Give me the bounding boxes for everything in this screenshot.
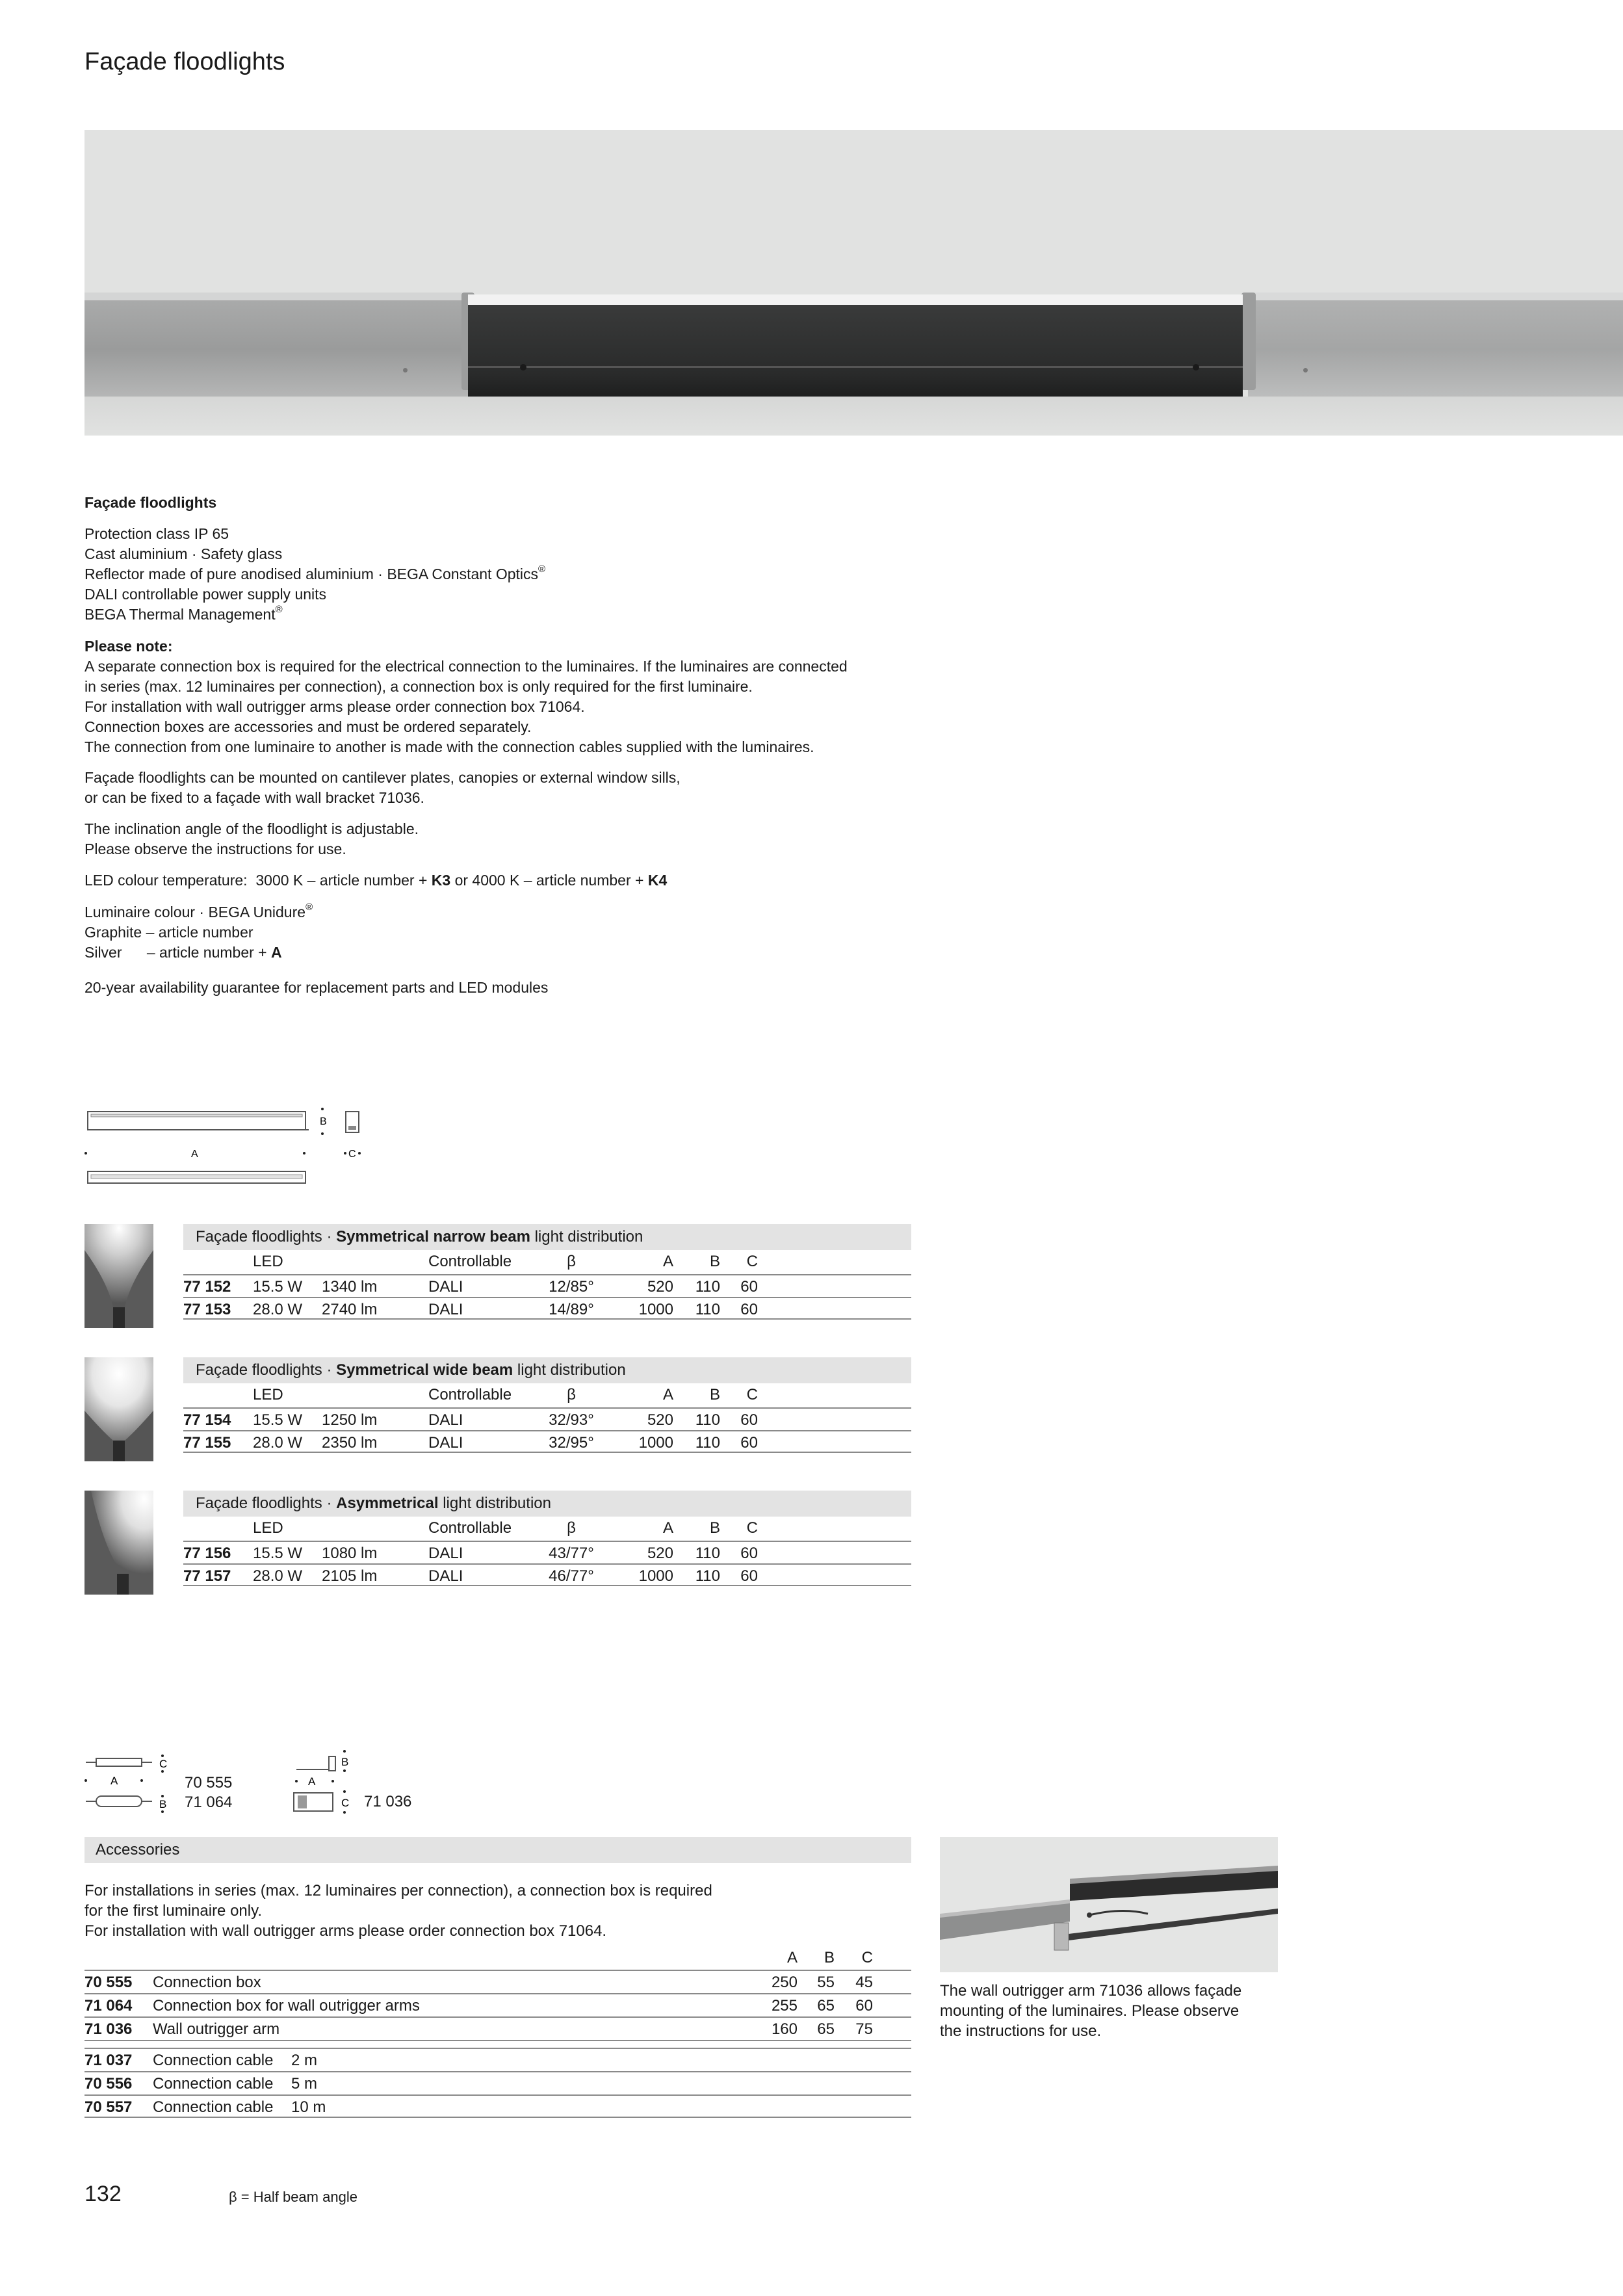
photo-caption: The wall outrigger arm 71036 allows façade mounting of the luminaires. Please observe the instructions for use. [940,1982,1242,2040]
aluminium-profile-right [1248,293,1623,397]
feature-item: Reflector made of pure anodised aluminium · BEGA Constant Optics® [84,564,546,582]
table-heading: Façade floodlights · Asymmetrical light distribution [183,1491,911,1517]
note-line: The connection from one luminaire to another is made with the connection cables supplied with the luminaires. [84,738,814,755]
table-row: 77 154 15.5 W 1250 lm DALI 32/93° 520 110 60 [183,1407,911,1430]
note-label: Please note: [84,638,173,655]
table-row: 71 037 Connection cable 2 m [84,2048,911,2071]
note-line: in series (max. 12 luminaires per connection), a connection box is only required for the first luminaire. [84,678,753,695]
accessories-table [84,1946,911,2118]
dim-b-label: B [159,1798,167,1810]
dim-b-label: B [320,1116,327,1127]
page-number: 132 [84,2182,122,2206]
registered-mark: ® [275,604,283,615]
dim-c-label: C [341,1797,350,1809]
accessories-intro: For installations in series (max. 12 luminaires per connection), a connection box is required for the first luminaire only. For installation with wall outrigger arms please order connection box 71064. [84,1882,712,1940]
floodlight-body [468,302,1243,397]
table-row: 71 064 Connection box for wall outrigger arms 255 65 60 [84,1993,911,2016]
inclination-info: The inclination angle of the floodlight is adjustable. Please observe the instructions for use. [84,820,419,857]
note-block [84,636,848,757]
section-title: Façade floodlights [84,494,217,511]
accessory-arm-code: 71 036 [364,1793,412,1810]
footnote: β = Half beam angle [229,2189,357,2205]
feature-item: Cast aluminium · Safety glass [84,545,283,562]
accessories-heading: Accessories [84,1837,911,1863]
accessory-box-codes: 70 555 71 064 [185,1774,233,1811]
dim-c-label: C [159,1758,168,1770]
mounting-info: Façade floodlights can be mounted on cantilever plates, canopies or external window sills, or can be fixed to a façade with wall bracket 71036. [84,769,681,806]
product-table-asymmetrical [183,1491,911,1586]
table-row: 71 036 Wall outrigger arm 160 65 75 [84,2016,911,2040]
dim-b-label: B [341,1756,349,1768]
note-line: Connection boxes are accessories and must be ordered separately. [84,718,532,735]
table-heading: Façade floodlights · Symmetrical narrow beam light distribution [183,1224,911,1250]
table-row: 70 555 Connection box 250 55 45 [84,1970,911,1993]
dim-a-label: A [191,1149,198,1160]
registered-mark: ® [538,564,546,575]
table-row: 77 153 28.0 W 2740 lm DALI 14/89° 1000 110 60 [183,1297,911,1320]
light-distribution-asymmetrical-icon [84,1491,153,1595]
dimension-drawing [84,1105,377,1190]
wall-outrigger-arm-drawing [290,1749,355,1816]
page-title: Façade floodlights [84,48,285,75]
note-line: For installation with wall outrigger arms please order connection box 71064. [84,698,585,715]
table-row: 70 557 Connection cable 10 m [84,2094,911,2118]
table-row: 77 155 28.0 W 2350 lm DALI 32/95° 1000 110 60 [183,1430,911,1453]
colour-temperature: LED colour temperature: 3000 K – article number + K3 or 4000 K – article number + K4 [84,872,668,889]
table-heading: Façade floodlights · Symmetrical wide beam light distribution [183,1357,911,1383]
feature-item: DALI controllable power supply units [84,586,327,603]
light-distribution-narrow-icon [84,1224,153,1328]
registered-mark: ® [305,902,313,913]
feature-item: BEGA Thermal Management® [84,604,283,623]
light-distribution-wide-icon [84,1357,153,1461]
note-line: A separate connection box is required for the electrical connection to the luminaires. If the luminaires are connected [84,658,848,675]
dim-a-label: A [110,1775,118,1787]
aluminium-profile-left [84,293,468,397]
product-table-wide-beam [183,1357,911,1453]
dim-c-label: C [348,1149,356,1160]
connection-box-drawing [83,1751,174,1816]
feature-list [84,524,545,625]
dim-a-label: A [308,1775,316,1788]
column-headers: LED Controllable β A B C [253,1386,758,1403]
table-row: 77 156 15.5 W 1080 lm DALI 43/77° 520 110 60 [183,1541,911,1563]
guarantee: 20-year availability guarantee for replacement parts and LED modules [84,979,549,996]
product-photo [84,130,1623,436]
outrigger-arm-photo [940,1837,1278,1972]
table-row: 77 152 15.5 W 1340 lm DALI 12/85° 520 110 60 [183,1274,911,1297]
table-row: 77 157 28.0 W 2105 lm DALI 46/77° 1000 110 60 [183,1563,911,1586]
table-row: 70 556 Connection cable 5 m [84,2071,911,2094]
column-headers: A B C [786,1949,873,1966]
luminaire-colour: Luminaire colour · BEGA Unidure® Graphite – article number Silver – article number + A [84,902,313,961]
product-table-narrow-beam [183,1224,911,1320]
feature-item: Protection class IP 65 [84,525,229,542]
column-headers: LED Controllable β A B C [253,1253,758,1270]
column-headers: LED Controllable β A B C [253,1519,758,1537]
